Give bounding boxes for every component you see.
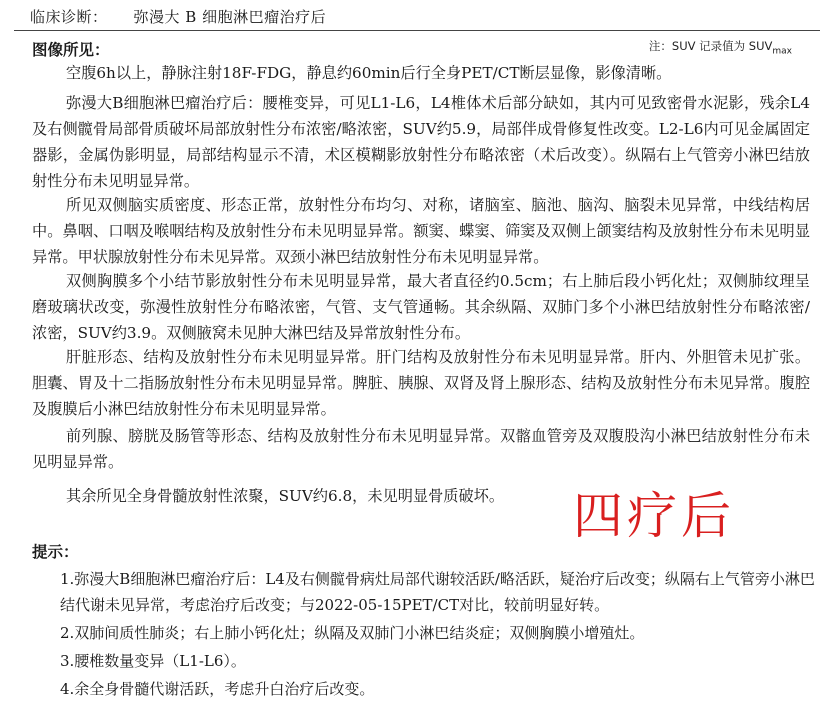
findings-paragraph-5: 肝脏形态、结构及放射性分布未见明显异常。肝门结构及放射性分布未见明显异常。肝内、外胆管未见扩张。胆囊、胃及十二指肠放射性分布未见明显异常。脾脏、胰腺、双肾及肾上腺形态、结构及放射性分布未见异常。腹腔及腹膜后小淋巴结放射性分布未见明显异常。 bbox=[32, 348, 810, 418]
suv-note-sub: max bbox=[772, 46, 792, 57]
clinical-diagnosis bbox=[30, 6, 326, 27]
hint-item-1: 1.弥漫大B细胞淋巴瘤治疗后：L4及右侧髋骨病灶局部代谢较活跃/略活跃，疑治疗后改变；纵隔右上气管旁小淋巴结代谢未见异常，考虑治疗后改变；与2022-05-15PET/CT对比，较前明显好转。 bbox=[60, 570, 815, 614]
findings-paragraph-6: 前列腺、膀胱及肠管等形态、结构及放射性分布未见明显异常。双髂血管旁及双腹股沟小淋巴结放射性分布未见明显异常。 bbox=[32, 427, 810, 471]
handwritten-stamp: 四疗后 bbox=[573, 487, 735, 545]
findings-paragraph-2: 弥漫大B细胞淋巴瘤治疗后：腰椎变异，可见L1-L6，L4椎体术后部分缺如，其内可见致密骨水泥影，残余L4及右侧髋骨局部骨质破坏局部放射性分布浓密/略浓密，SUV约5.9，局部伴成骨修复性改变。L2-L6内可见金属固定器影，金属伪影明显，局部结构显示不清，术区模糊影放射性分布略浓密（术后改变）。纵隔右上气管旁小淋巴结放射性分布未见明显异常。 bbox=[32, 94, 810, 190]
findings-paragraph-3: 所见双侧脑实质密度、形态正常，放射性分布均匀、对称，诸脑室、脑池、脑沟、脑裂未见异常，中线结构居中。鼻咽、口咽及喉咽结构及放射性分布未见明显异常。额窦、蝶窦、筛窦及双侧上颌窦结构及放射性分布未见明显异常。甲状腺放射性分布未见异常。双颈小淋巴结放射性分布未见明显异常。 bbox=[32, 196, 810, 266]
findings-paragraph-1: 空腹6h以上，静脉注射18F-FDG，静息约60min后行全身PET/CT断层显像，影像清晰。 bbox=[66, 64, 672, 82]
findings-title: 图像所见： bbox=[32, 40, 110, 59]
findings-paragraph-4: 双侧胸膜多个小结节影放射性分布未见明显异常，最大者直径约0.5cm；右上肺后段小钙化灶；双侧肺纹理呈磨玻璃状改变，弥漫性放射性分布略浓密，气管、支气管通畅。其余纵隔、双肺门多个小淋巴结放射性分布略浓密/浓密，SUV约3.9。双侧腋窝未见肿大淋巴结及异常放射性分布。 bbox=[32, 272, 810, 342]
hints-title: 提示： bbox=[32, 542, 79, 561]
diagnosis-label: 临床诊断： bbox=[30, 8, 108, 26]
hint-item-4: 4.余全身骨髓代谢活跃，考虑升白治疗后改变。 bbox=[60, 680, 375, 698]
diagnosis-value: 弥漫大 B 细胞淋巴瘤治疗后 bbox=[133, 8, 327, 26]
suv-note bbox=[649, 38, 792, 56]
hint-item-2: 2.双肺间质性肺炎；右上肺小钙化灶；纵隔及双肺门小淋巴结炎症；双侧胸膜小增殖灶。 bbox=[60, 624, 645, 642]
findings-paragraph-7: 其余所见全身骨髓放射性浓聚，SUV约6.8，未见明显骨质破坏。 bbox=[66, 487, 505, 505]
header-divider bbox=[14, 30, 820, 31]
suv-note-text: 注：SUV 记录值为 SUV bbox=[648, 39, 773, 53]
hint-item-3: 3.腰椎数量变异（L1-L6）。 bbox=[60, 652, 246, 670]
